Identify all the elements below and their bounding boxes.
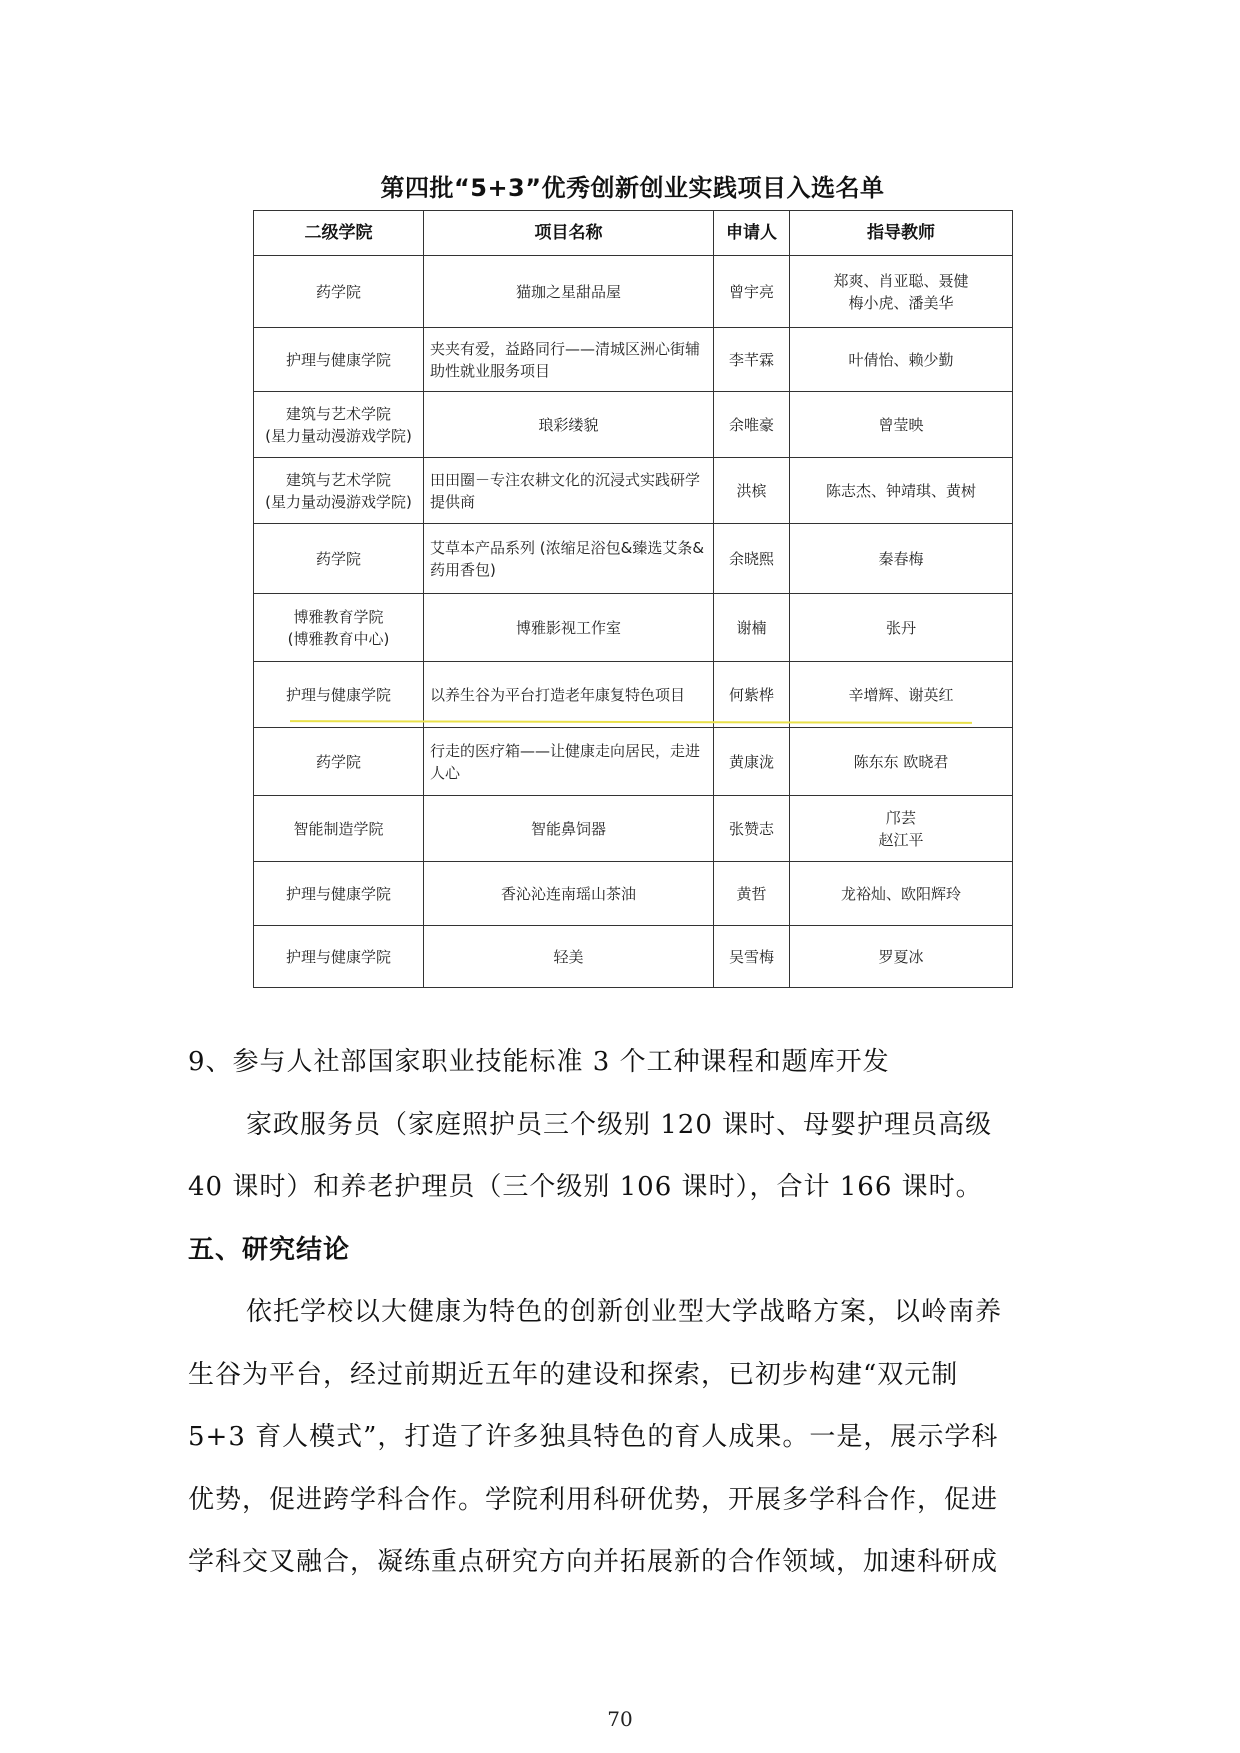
advisor-cell: 罗夏冰 xyxy=(790,926,1013,988)
advisor-cell: 叶倩怡、赖少勤 xyxy=(790,328,1013,392)
applicant-cell: 吴雪梅 xyxy=(714,926,790,988)
project-cell: 轻美 xyxy=(424,926,714,988)
college-cell: 建筑与艺术学院 (星力量动漫游戏学院) xyxy=(254,458,424,524)
table-row xyxy=(254,926,1013,988)
applicant-cell: 李芊霖 xyxy=(714,328,790,392)
college-cell: 药学院 xyxy=(254,524,424,594)
section-heading: 五、研究结论 xyxy=(188,1235,351,1265)
advisor-cell: 曾莹映 xyxy=(790,392,1013,458)
conclusion-line-5: 学科交叉融合，凝练重点研究方向并拓展新的合作领域，加速科研成 xyxy=(188,1547,999,1577)
college-cell: 护理与健康学院 xyxy=(254,662,424,728)
table-body xyxy=(254,256,1013,988)
college-cell: 智能制造学院 xyxy=(254,796,424,862)
table-title: 第四批“5+3”优秀创新创业实践项目入选名单 xyxy=(380,174,885,202)
project-cell: 香沁沁连南瑶山茶油 xyxy=(424,862,714,926)
conclusion-line-3: 5+3 育人模式”，打造了许多独具特色的育人成果。一是，展示学科 xyxy=(188,1422,999,1452)
table-row xyxy=(254,796,1013,862)
college-cell: 建筑与艺术学院 (星力量动漫游戏学院) xyxy=(254,392,424,458)
project-cell: 琅彩缕貌 xyxy=(424,392,714,458)
project-cell: 智能鼻饲器 xyxy=(424,796,714,862)
header-advisor: 指导教师 xyxy=(790,211,1013,256)
header-project: 项目名称 xyxy=(424,211,714,256)
advisor-cell: 陈志杰、钟靖琪、黄树 xyxy=(790,458,1013,524)
project-cell: 夹夹有爱，益路同行——清城区洲心街辅助性就业服务项目 xyxy=(424,328,714,392)
advisor-cell: 辛增辉、谢英红 xyxy=(790,662,1013,728)
college-cell: 药学院 xyxy=(254,256,424,328)
table-row xyxy=(254,728,1013,796)
advisor-cell: 张丹 xyxy=(790,594,1013,662)
table-row xyxy=(254,392,1013,458)
college-cell: 护理与健康学院 xyxy=(254,328,424,392)
item9-line: 9、参与人社部国家职业技能标准 3 个工种课程和题库开发 xyxy=(188,1047,890,1077)
project-cell: 以养生谷为平台打造老年康复特色项目 xyxy=(424,662,714,728)
college-cell: 药学院 xyxy=(254,728,424,796)
table-row xyxy=(254,662,1013,728)
conclusion-line-4: 优势，促进跨学科合作。学院利用科研优势，开展多学科合作，促进 xyxy=(188,1485,999,1515)
header-applicant: 申请人 xyxy=(714,211,790,256)
table-row xyxy=(254,524,1013,594)
advisor-cell: 陈东东 欧晓君 xyxy=(790,728,1013,796)
advisor-cell: 秦春梅 xyxy=(790,524,1013,594)
applicant-cell: 洪槟 xyxy=(714,458,790,524)
applicant-cell: 谢楠 xyxy=(714,594,790,662)
project-cell: 田田圈－专注农耕文化的沉浸式实践研学提供商 xyxy=(424,458,714,524)
header-college: 二级学院 xyxy=(254,211,424,256)
project-list-table xyxy=(253,210,1013,988)
project-cell: 行走的医疗箱——让健康走向居民，走进人心 xyxy=(424,728,714,796)
college-cell: 护理与健康学院 xyxy=(254,862,424,926)
advisor-cell: 龙裕灿、欧阳辉玲 xyxy=(790,862,1013,926)
table-row xyxy=(254,594,1013,662)
table-row xyxy=(254,256,1013,328)
item9-detail-line2: 40 课时）和养老护理员（三个级别 106 课时），合计 166 课时。 xyxy=(188,1172,983,1202)
project-cell: 艾草本产品系列 (浓缩足浴包&臻选艾条&药用香包) xyxy=(424,524,714,594)
applicant-cell: 余晓熙 xyxy=(714,524,790,594)
conclusion-line-2: 生谷为平台，经过前期近五年的建设和探索，已初步构建“双元制 xyxy=(188,1360,959,1390)
table-row xyxy=(254,862,1013,926)
college-cell: 护理与健康学院 xyxy=(254,926,424,988)
college-cell: 博雅教育学院 (博雅教育中心) xyxy=(254,594,424,662)
project-cell: 猫珈之星甜品屋 xyxy=(424,256,714,328)
applicant-cell: 曾宇亮 xyxy=(714,256,790,328)
advisor-cell: 郑爽、肖亚聪、聂健 梅小虎、潘美华 xyxy=(790,256,1013,328)
applicant-cell: 何紫桦 xyxy=(714,662,790,728)
item9-detail-line1: 家政服务员（家庭照护员三个级别 120 课时、母婴护理员高级 xyxy=(246,1110,993,1140)
applicant-cell: 黄哲 xyxy=(714,862,790,926)
advisor-cell: 邝芸 赵江平 xyxy=(790,796,1013,862)
applicant-cell: 余唯豪 xyxy=(714,392,790,458)
table-row xyxy=(254,458,1013,524)
table-row xyxy=(254,328,1013,392)
applicant-cell: 黄康泷 xyxy=(714,728,790,796)
page-number: 70 xyxy=(607,1707,633,1731)
applicant-cell: 张赞志 xyxy=(714,796,790,862)
conclusion-line-1: 依托学校以大健康为特色的创新创业型大学战略方案，以岭南养 xyxy=(246,1297,1003,1327)
table-header-row xyxy=(254,211,1013,256)
project-cell: 博雅影视工作室 xyxy=(424,594,714,662)
